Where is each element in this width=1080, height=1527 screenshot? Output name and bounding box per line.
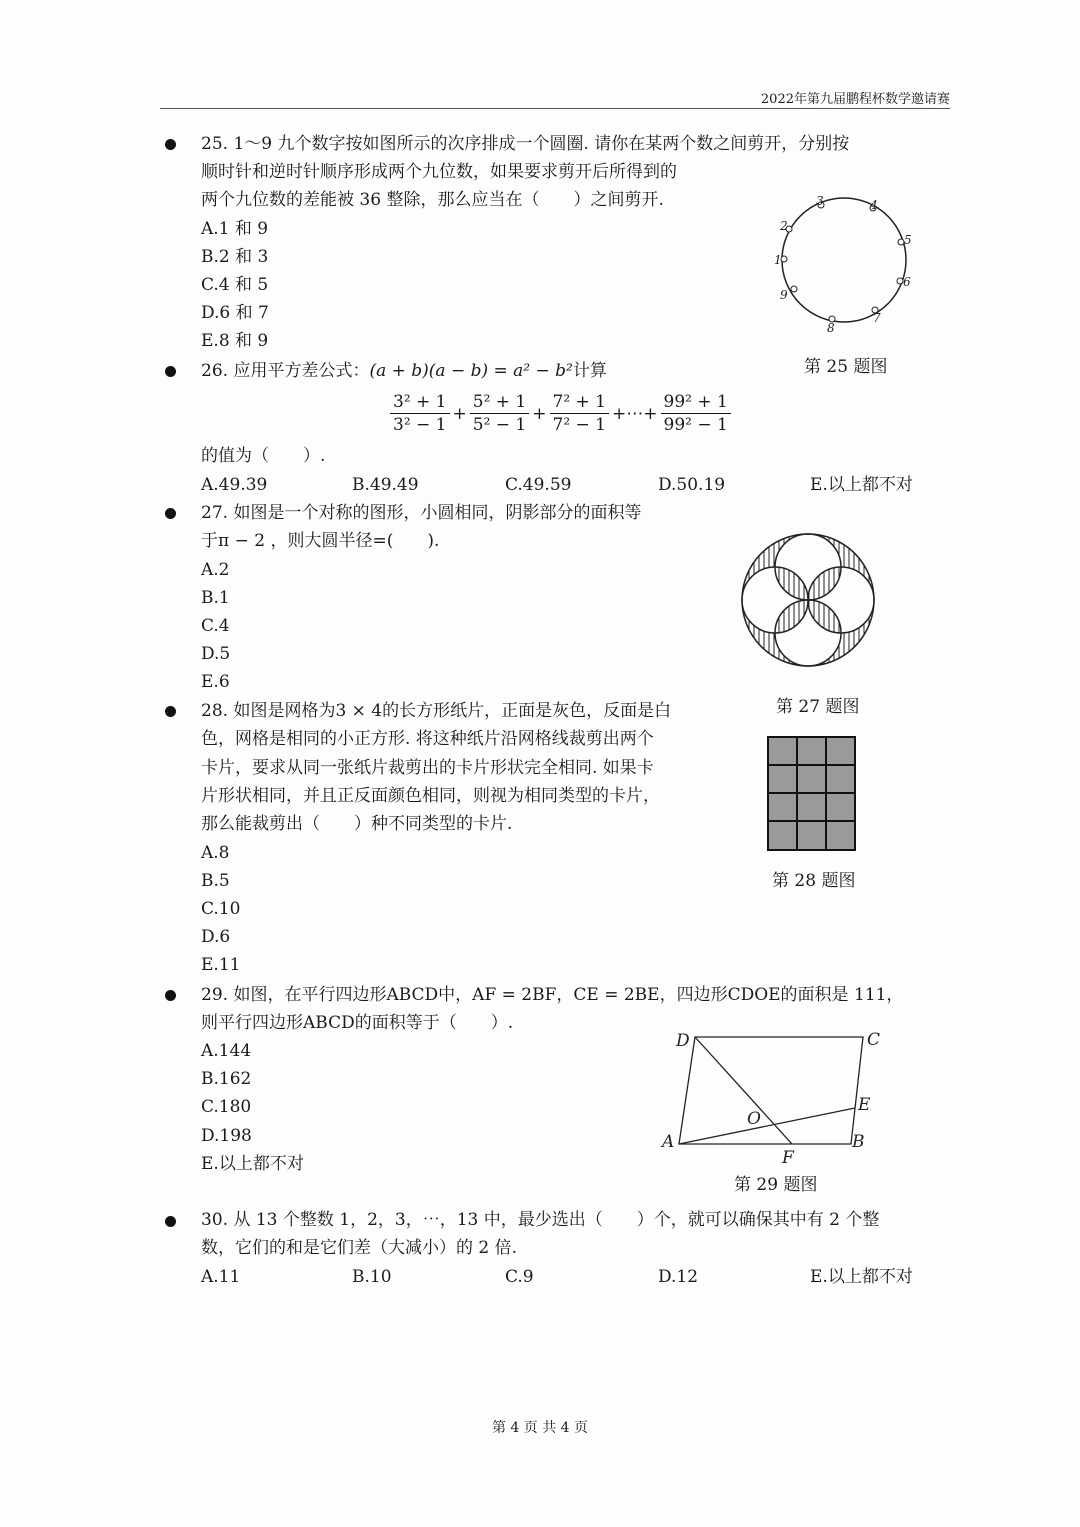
q25-option-e: E.8 和 9 xyxy=(201,331,269,351)
bullet-q27 xyxy=(165,508,176,519)
q28-line2: 色，网格是相同的小正方形. 将这种纸片沿网格线裁剪出两个 xyxy=(201,729,654,749)
q25-option-d: D.6 和 7 xyxy=(201,303,269,323)
q29-label-d: D xyxy=(676,1031,690,1051)
header-rule xyxy=(160,108,950,109)
q29-caption: 第 29 题图 xyxy=(734,1175,818,1195)
bullet-q25 xyxy=(165,139,176,150)
q26-frac-2 xyxy=(470,391,530,436)
q26-ellipsis: +⋯+ xyxy=(612,403,658,424)
q25-option-c: C.4 和 5 xyxy=(201,275,269,295)
q28-line5: 那么能裁剪出（ ）种不同类型的卡片. xyxy=(201,814,513,834)
q25-label-2: 2 xyxy=(780,219,788,233)
q26-frac-1-den: 3² − 1 xyxy=(393,415,447,435)
q30-line2: 数，它们的和是它们差（大减小）的 2 倍. xyxy=(201,1238,518,1258)
q30-option-a: A.11 xyxy=(201,1267,241,1287)
q27-option-c: C.4 xyxy=(201,616,230,636)
q26-plus-2: + xyxy=(532,403,547,424)
q25-line1: 25. 1～9 九个数字按如图所示的次序排成一个圆圈. 请你在某两个数之间剪开，分别按 xyxy=(201,134,850,154)
q30-option-b: B.10 xyxy=(352,1267,392,1287)
q26-prefix: 26. 应用平方差公式： xyxy=(201,361,370,381)
q26-formula: (a + b)(a − b) = a² − b² xyxy=(369,361,573,381)
q25-label-8: 8 xyxy=(827,321,835,335)
q25-label-9: 9 xyxy=(780,288,788,302)
q29-option-c: C.180 xyxy=(201,1097,252,1117)
q26-frac-3 xyxy=(550,391,610,436)
q30-line1: 30. 从 13 个整数 1，2，3，⋯，13 中，最少选出（ ）个，就可以确保其中有 2 个整 xyxy=(201,1210,880,1230)
q26-option-a: A.49.39 xyxy=(201,475,268,495)
q29-label-o: O xyxy=(747,1109,761,1129)
q27-option-d: D.5 xyxy=(201,644,231,664)
q28-option-b: B.5 xyxy=(201,871,230,891)
q27-option-b: B.1 xyxy=(201,588,230,608)
q25-line3: 两个九位数的差能被 36 整除，那么应当在（ ）之间剪开. xyxy=(201,190,664,210)
q26-frac-3-den: 7² − 1 xyxy=(552,415,606,435)
q29-option-e: E.以上都不对 xyxy=(201,1154,304,1174)
q27-option-e: E.6 xyxy=(201,672,230,692)
q29-label-b: B xyxy=(852,1132,865,1152)
q29-option-d: D.198 xyxy=(201,1126,252,1146)
q25-label-1: 1 xyxy=(774,253,782,267)
q26-plus-1: + xyxy=(452,403,467,424)
q25-figure xyxy=(760,188,930,338)
q26-option-e: E.以上都不对 xyxy=(810,475,913,495)
q29-label-a: A xyxy=(662,1132,675,1152)
q27-figure xyxy=(738,530,878,670)
bullet-q26 xyxy=(165,366,176,377)
q26-expression xyxy=(390,391,731,436)
q25-caption: 第 25 题图 xyxy=(804,357,888,377)
q28-option-c: C.10 xyxy=(201,899,241,919)
q26-frac-2-den: 5² − 1 xyxy=(472,415,527,435)
q29-label-f: F xyxy=(782,1148,794,1168)
bullet-q29 xyxy=(165,990,176,1001)
q28-option-e: E.11 xyxy=(201,955,241,975)
q29-line2: 则平行四边形ABCD的面积等于（ ）. xyxy=(201,1013,514,1033)
q26-line1 xyxy=(201,357,607,385)
q25-label-4: 4 xyxy=(870,198,878,212)
q25-line2: 顺时针和逆时针顺序形成两个九位数，如果要求剪开后所得到的 xyxy=(201,162,677,182)
q26-frac-4-num: 99² + 1 xyxy=(661,391,731,414)
q28-option-a: A.8 xyxy=(201,843,230,863)
q26-option-d: D.50.19 xyxy=(658,475,726,495)
q29-label-e: E xyxy=(858,1095,871,1115)
q25-label-3: 3 xyxy=(816,194,824,208)
q29-label-c: C xyxy=(867,1030,881,1050)
q26-line2: 的值为（ ）. xyxy=(201,446,326,466)
q25-circle xyxy=(782,198,906,322)
q29-option-a: A.144 xyxy=(201,1041,252,1061)
q25-label-5: 5 xyxy=(904,233,912,247)
q28-line3: 卡片，要求从同一张纸片裁剪出的卡片形状完全相同. 如果卡 xyxy=(201,758,654,778)
q26-frac-2-num: 5² + 1 xyxy=(470,391,530,414)
q28-option-d: D.6 xyxy=(201,927,231,947)
q26-frac-1 xyxy=(390,391,450,436)
q26-frac-4-den: 99² − 1 xyxy=(663,415,728,435)
q25-option-a: A.1 和 9 xyxy=(201,219,269,239)
q26-frac-1-num: 3² + 1 xyxy=(390,391,450,414)
q25-label-7: 7 xyxy=(873,311,881,325)
q28-line4: 片形状相同，并且正反面颜色相同，则视为相同类型的卡片， xyxy=(201,786,660,806)
q26-frac-4 xyxy=(661,391,731,436)
q28-figure xyxy=(766,735,858,853)
q28-line1: 28. 如图是网格为3 × 4的长方形纸片，正面是灰色，反面是白 xyxy=(201,701,672,721)
q30-option-d: D.12 xyxy=(658,1267,699,1287)
q26-suffix: 计算 xyxy=(572,361,607,381)
bullet-q28 xyxy=(165,706,176,717)
q29-figure xyxy=(655,1025,895,1170)
q27-option-a: A.2 xyxy=(201,560,230,580)
q27-caption: 第 27 题图 xyxy=(776,697,860,717)
q30-option-c: C.9 xyxy=(505,1267,534,1287)
q30-option-e: E.以上都不对 xyxy=(810,1267,913,1287)
q26-option-b: B.49.49 xyxy=(352,475,419,495)
page-header: 2022年第九届鹏程杯数学邀请赛 xyxy=(760,92,950,107)
q29-parallelogram xyxy=(679,1037,863,1144)
q25-label-6: 6 xyxy=(903,275,911,289)
q27-line2: 于π − 2 ，则大圆半径=( ). xyxy=(201,531,440,551)
q29-line1: 29. 如图，在平行四边形ABCD中，AF = 2BF，CE = 2BE，四边形CDOE的面积是 111， xyxy=(201,985,904,1005)
page-footer: 第 4 页 共 4 页 xyxy=(491,1420,589,1436)
q29-option-b: B.162 xyxy=(201,1069,252,1089)
q25-option-b: B.2 和 3 xyxy=(201,247,269,267)
q27-line1: 27. 如图是一个对称的图形，小圆相同，阴影部分的面积等 xyxy=(201,503,642,523)
bullet-q30 xyxy=(165,1216,176,1227)
q26-option-c: C.49.59 xyxy=(505,475,572,495)
q28-caption: 第 28 题图 xyxy=(772,871,856,891)
q26-frac-3-num: 7² + 1 xyxy=(550,391,610,414)
